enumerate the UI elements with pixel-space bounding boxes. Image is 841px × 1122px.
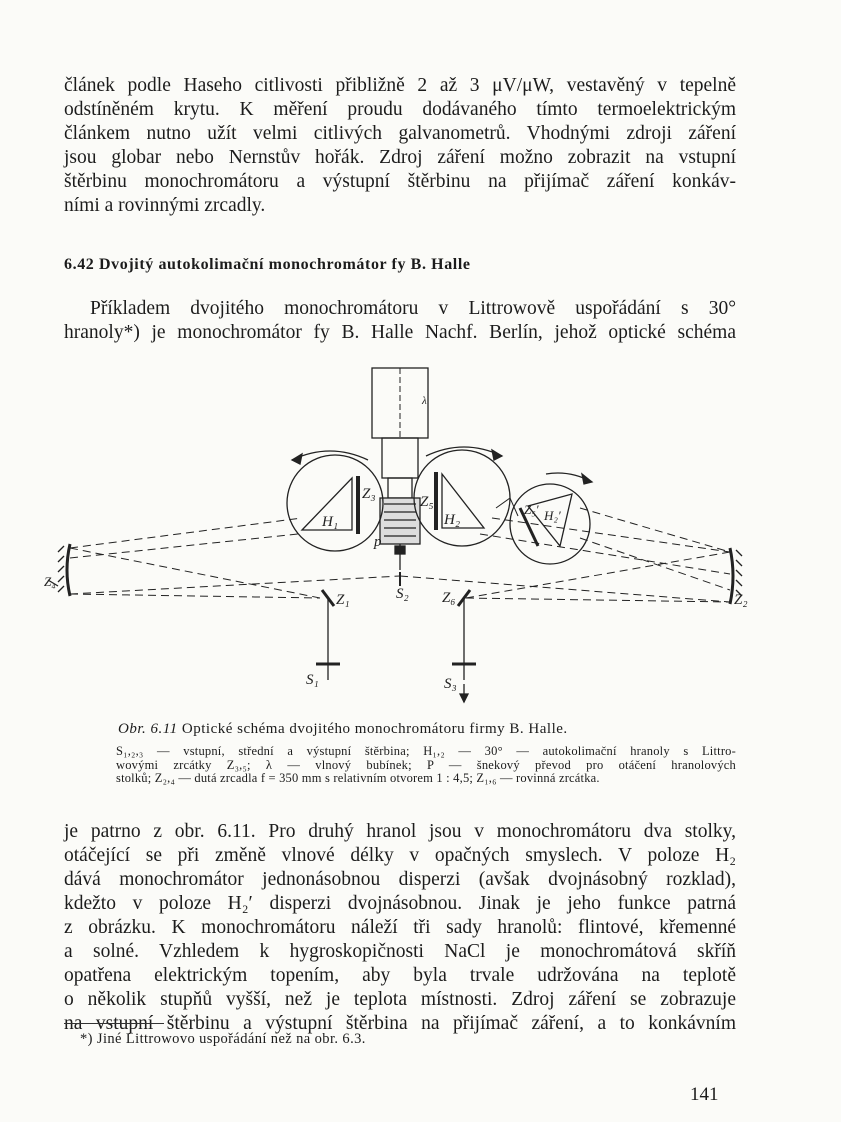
figure-caption-title (118, 721, 568, 738)
label-z5: Z₅ (420, 494, 434, 510)
text-line: kdežto v poloze H₂′ disperzi dvojnásobnou. Jinak je jeho funkce patrná (64, 893, 736, 914)
label-h2-prime: H₂′ (544, 508, 561, 523)
text-line: opatřena elektrickým topením, aby byla trvale udržována na teplotě (64, 965, 736, 986)
label-h2: H₂ (444, 512, 461, 528)
wavelength-drum (372, 368, 428, 498)
text-line: je patrno z obr. 6.11. Pro druhý hranol jsou v monochromátoru dva stolky, (64, 821, 736, 842)
label-z5-prime: Z₅′ (524, 502, 539, 517)
footnote-divider (64, 1023, 164, 1024)
label-z2: Z₂ (734, 592, 748, 608)
text-line: článkem nutno užít velmi citlivých galvanometrů. Vhodnými zdroji záření (64, 123, 736, 144)
text-line: článek podle Haseho citlivosti přibližně 2 až 3 μV/μW, vestavěný v tepelně (64, 75, 736, 96)
page-number: 141 (690, 1084, 719, 1105)
text-line: z obrázku. K monochromátoru náleží tři sady hranolů: flintové, křemenné (64, 917, 736, 938)
figure-number: Obr. 6.11 (118, 721, 178, 737)
text-line: ními a rovinnými zrcadly. (64, 195, 266, 216)
footnote: *) Jiné Littrowovo uspořádání než na obr. 6.3. (80, 1031, 366, 1047)
label-s3: S₃ (444, 676, 457, 692)
label-h1: H₁ (322, 514, 339, 530)
label-z1: Z₁ (336, 592, 350, 608)
legend-line: S₁,₂,₃ — vstupní, střední a výstupní štěrbina; H₁,₂ — 30° — autokolimační hranoly s Littro- (116, 744, 736, 758)
text-line: Příkladem dvojitého monochromátoru v Littrowově uspořádání s 30° (90, 298, 736, 319)
label-s1: S₁ (306, 672, 319, 688)
text-line: na vstupní štěrbinu a výstupní štěrbina na přijímač záření, a to konkávním (64, 1013, 736, 1034)
figure-caption-text: Optické schéma dvojitého monochromátoru firmy B. Halle. (181, 721, 568, 737)
text-line: jsou globar nebo Nernstův hořák. Zdroj záření možno zobrazit na vstupní (64, 147, 736, 168)
legend-line: wovými zrcátky Z₃,₅; λ — vlnový bubínek; P — šnekový převod pro otáčení hranolových (116, 757, 736, 772)
text-line: a solné. Vzhledem k hygroskopičnosti NaCl je monochromátová skříň (64, 941, 736, 962)
worm-gear (380, 498, 420, 570)
text-line: odstíněném krytu. K měření proudu dodávaného tímto termoelektrickým (64, 99, 736, 120)
optical-schematic-figure (40, 358, 760, 718)
label-p: p (374, 534, 382, 550)
legend-line: stolků; Z₂,₄ — dutá zrcadla f = 350 mm s relativním otvorem 1 : 4,5; Z₁,₆ — rovinná zrcátka. (116, 771, 600, 785)
text-line: o několik stupňů vyšší, než je teplota místnosti. Zdroj záření se zobrazuje (64, 989, 736, 1010)
text-line: hranoly*) je monochromátor fy B. Halle Nachf. Berlín, jehož optické schéma (64, 322, 736, 343)
text-line: štěrbinu monochromátoru a výstupní štěrbinu na přijímač záření konkáv- (64, 171, 736, 192)
text-line: otáčející se při změně vlnové délky v opačných smyslech. V poloze H₂ (64, 845, 736, 866)
label-lambda: λ (422, 395, 427, 407)
label-z4: Z₄ (44, 574, 56, 589)
section-heading: 6.42 Dvojitý autokolimační monochromátor fy B. Halle (64, 256, 471, 273)
label-z3: Z₃ (362, 486, 376, 502)
paragraph-2 (64, 297, 736, 345)
paragraph-3 (64, 820, 736, 1036)
text-line: dává monochromátor jednonásobnou disperzi (avšak dvojnásobný rozklad), (64, 869, 736, 890)
label-s2: S₂ (396, 586, 409, 602)
paragraph-1 (64, 74, 736, 218)
label-z6: Z₆ (442, 590, 456, 606)
figure-legend (116, 745, 736, 786)
